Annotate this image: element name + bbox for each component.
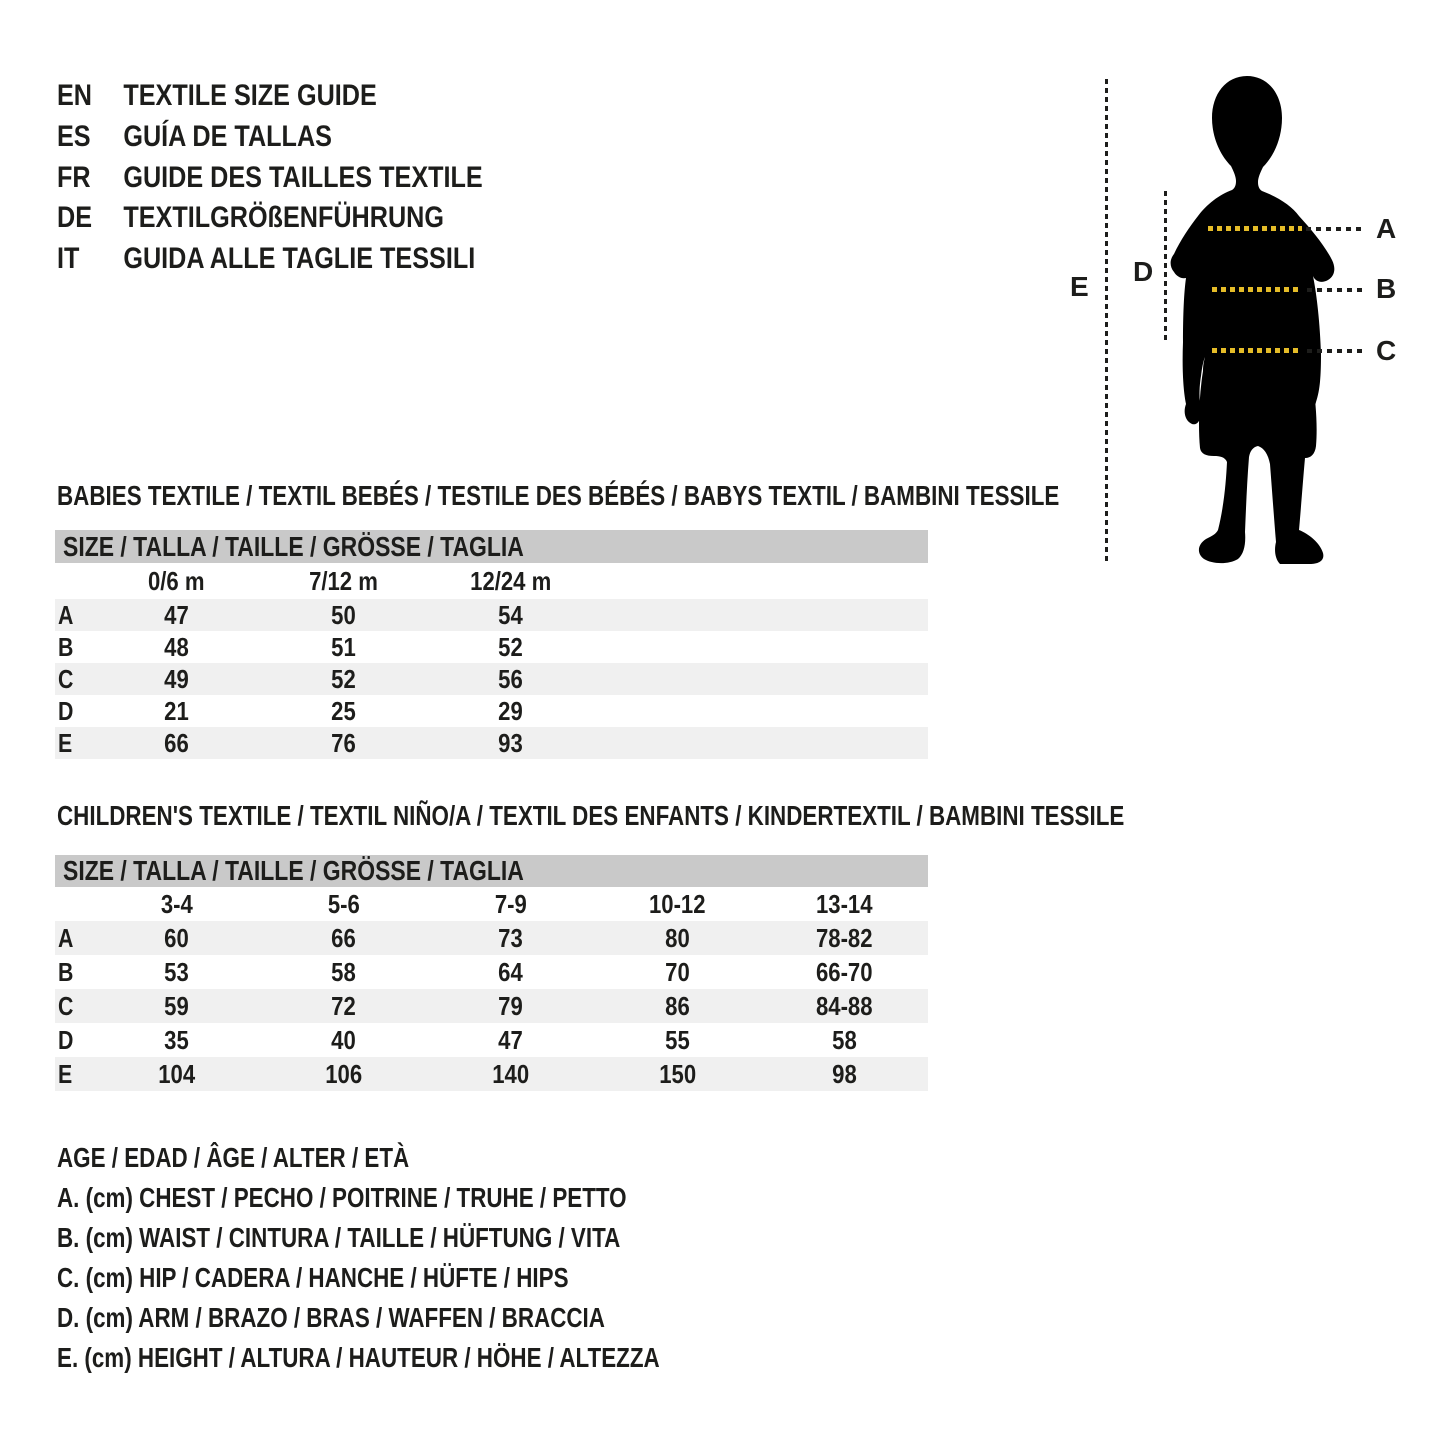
lang-row-de (57, 202, 444, 234)
waist-dash-dark-b (1307, 288, 1362, 292)
table-cell: 140 (492, 1058, 529, 1089)
table-cell: 53 (164, 956, 189, 987)
table-cell: 47 (164, 599, 189, 630)
marker-label-d: D (1133, 256, 1154, 287)
table-cell: 52 (498, 631, 523, 662)
table-cell: 35 (164, 1024, 189, 1055)
legend-line-height: E. (cm) HEIGHT / ALTURA / HAUTEUR / HÖHE / ALTEZZA (57, 1342, 660, 1373)
table-row (55, 727, 928, 759)
table-cell: 70 (665, 956, 690, 987)
legend-line-hip: C. (cm) HIP / CADERA / HANCHE / HÜFTE / HIPS (57, 1262, 569, 1293)
column-header: 7/12 m (309, 565, 378, 596)
column-header: 12/24 m (469, 565, 552, 596)
table-row (55, 599, 928, 631)
table-cell: 58 (832, 1024, 857, 1055)
table-cell: 86 (665, 990, 690, 1021)
table-cell: 40 (331, 1024, 356, 1055)
size-header-text: SIZE / TALLA / TAILLE / GRÖSSE / TAGLIA (63, 530, 524, 562)
column-header-row (55, 563, 928, 599)
lang-code: FR (57, 161, 91, 194)
row-label: D (58, 695, 74, 726)
table-row (55, 631, 928, 663)
table-cell: 55 (665, 1024, 690, 1055)
legend-line-age: AGE / EDAD / ÂGE / ALTER / ETÀ (57, 1142, 410, 1173)
table-cell: 80 (665, 922, 690, 953)
column-header: 13-14 (816, 888, 873, 919)
table-cell: 104 (158, 1058, 195, 1089)
child-silhouette (1168, 66, 1348, 566)
babies-section-title: BABIES TEXTILE / TEXTIL BEBÉS / TESTILE DES BÉBÉS / BABYS TEXTIL / BAMBINI TESSILE (57, 480, 1060, 511)
marker-label-c: C (1376, 335, 1397, 366)
table-cell: 58 (331, 956, 356, 987)
hip-dash-yellow-c (1212, 348, 1302, 353)
table-row (55, 921, 928, 955)
row-label: E (58, 727, 73, 758)
waist-dash-yellow-b (1212, 287, 1298, 292)
column-header: 5-6 (327, 888, 360, 919)
lang-code: DE (57, 201, 93, 234)
lang-code: IT (57, 242, 80, 275)
row-label: B (58, 956, 74, 987)
height-dash-line-e (1105, 79, 1108, 561)
table-cell: 64 (498, 956, 523, 987)
table-cell: 106 (325, 1058, 362, 1089)
table-cell: 72 (331, 990, 356, 1021)
table-cell: 76 (331, 727, 356, 758)
table-cell: 150 (659, 1058, 696, 1089)
column-header: 0/6 m (148, 565, 205, 596)
table-cell: 50 (331, 599, 356, 630)
row-label: A (58, 599, 74, 630)
table-cell: 73 (498, 922, 523, 953)
size-header-bar (55, 855, 928, 887)
table-cell: 48 (164, 631, 189, 662)
table-cell: 56 (498, 663, 523, 694)
lang-row-en (57, 80, 377, 112)
table-cell: 93 (498, 727, 523, 758)
babies-table (55, 530, 928, 759)
lang-title: TEXTILGRÖßENFÜHRUNG (123, 201, 444, 234)
lang-row-fr (57, 162, 483, 194)
lang-title: GUIDE DES TAILLES TEXTILE (123, 161, 483, 194)
marker-label-b: B (1376, 273, 1397, 304)
children-table (55, 855, 928, 1091)
marker-label-a: A (1376, 213, 1397, 244)
table-cell: 84-88 (816, 990, 873, 1021)
table-cell: 66 (331, 922, 356, 953)
hip-dash-dark-c (1307, 349, 1362, 353)
row-label: B (58, 631, 74, 662)
table-cell: 25 (331, 695, 356, 726)
column-header: 7-9 (494, 888, 527, 919)
lang-code: ES (57, 120, 91, 153)
table-cell: 52 (331, 663, 356, 694)
table-row (55, 989, 928, 1023)
legend-line-chest: A. (cm) CHEST / PECHO / POITRINE / TRUHE / PETTO (57, 1182, 627, 1213)
table-row (55, 1023, 928, 1057)
table-row (55, 663, 928, 695)
table-row (55, 955, 928, 989)
table-cell: 66 (164, 727, 189, 758)
size-header-text: SIZE / TALLA / TAILLE / GRÖSSE / TAGLIA (63, 855, 524, 886)
lang-title: GUÍA DE TALLAS (123, 120, 332, 153)
chest-dash-dark-a (1306, 227, 1362, 231)
table-cell: 51 (331, 631, 356, 662)
lang-row-it (57, 243, 475, 275)
arm-dash-line-d (1164, 191, 1167, 343)
table-cell: 59 (164, 990, 189, 1021)
lang-code: EN (57, 79, 93, 112)
row-label: C (58, 990, 74, 1021)
legend-line-waist: B. (cm) WAIST / CINTURA / TAILLE / HÜFTUNG / VITA (57, 1222, 621, 1253)
lang-row-es (57, 121, 332, 153)
size-header-bar (55, 530, 928, 563)
table-row (55, 1057, 928, 1091)
table-cell: 78-82 (816, 922, 873, 953)
table-cell: 79 (498, 990, 523, 1021)
lang-title: TEXTILE SIZE GUIDE (123, 79, 377, 112)
table-cell: 98 (832, 1058, 857, 1089)
table-cell: 21 (164, 695, 189, 726)
table-cell: 49 (164, 663, 189, 694)
table-row (55, 695, 928, 727)
column-header-row (55, 887, 928, 921)
row-label: E (58, 1058, 73, 1089)
table-cell: 66-70 (816, 956, 873, 987)
column-header: 10-12 (649, 888, 706, 919)
row-label: C (58, 663, 74, 694)
table-cell: 47 (498, 1024, 523, 1055)
marker-label-e: E (1070, 271, 1089, 302)
column-header: 3-4 (160, 888, 193, 919)
chest-dash-yellow-a (1208, 226, 1302, 231)
legend-line-arm: D. (cm) ARM / BRAZO / BRAS / WAFFEN / BRACCIA (57, 1302, 605, 1333)
table-cell: 29 (498, 695, 523, 726)
table-cell: 54 (498, 599, 523, 630)
row-label: D (58, 1024, 74, 1055)
row-label: A (58, 922, 74, 953)
children-section-title: CHILDREN'S TEXTILE / TEXTIL NIÑO/A / TEXTIL DES ENFANTS / KINDERTEXTIL / BAMBINI TESSILE (57, 800, 1125, 831)
table-cell: 60 (164, 922, 189, 953)
lang-title: GUIDA ALLE TAGLIE TESSILI (123, 242, 476, 275)
